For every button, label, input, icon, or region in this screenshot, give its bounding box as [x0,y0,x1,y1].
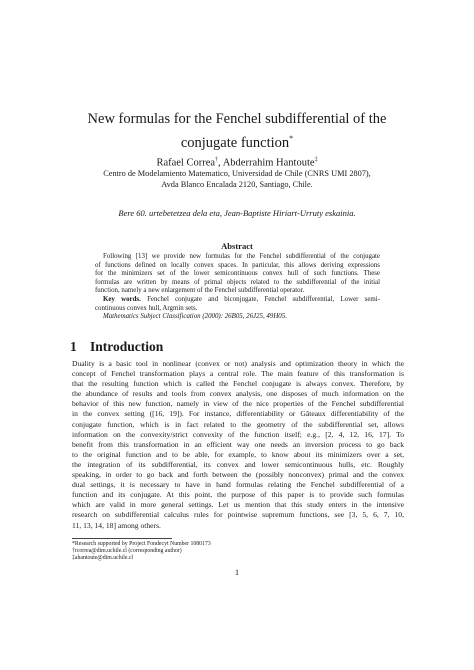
keywords-label: Key words. [103,295,141,303]
body-line: concept of Fenchel transformation plays a central role. The main feature of this transformation is [72,369,404,379]
body-line: conjugate function, which is in fact related to the geometry of the subdifferential set, allows [72,419,404,429]
footnotes [72,541,404,563]
footnote-author-1-email: †rcorrea@dim.uchile.cl (corresponding author) [72,548,182,555]
title-footnote-mark: * [289,134,294,143]
body-line: dual settings, it is necessary to have in hand formulas relating the Fenchel subdifferential of a [72,480,404,490]
title-line-1: New formulas for the Fenchel subdifferential of the [87,111,387,127]
footnote-author-2-email: ‡ahantoute@dim.uchile.cl [72,555,134,562]
body-line: to the original function and to be able, for example, to know about its minimizers over a set, [72,449,404,459]
body-line: that the resulting function which is called the Fenchel conjugate is always convex. Therefore, by [72,379,404,389]
title-line-2-text: conjugate function [180,134,290,151]
body-line: behavior of this new function, namely in view of the nice properties of the Fenchel subdifferential [72,399,404,409]
body-line: in the convex setting ([16, 19]). For instance, differentiability or Gâteaux differentiability of the [72,409,404,419]
keywords-line-2: continuous convex hull, Argmin sets. [95,304,198,312]
body-line: the integration of its subdifferential, its convex and lower semicontinuous hulls, etc. Roughly [72,459,404,469]
affiliation-line-1: Centro de Modelamiento Matematico, Universidad de Chile (CNRS UMI 2807), [103,169,371,178]
abstract-heading: Abstract [221,241,253,251]
body-line: research on subdifferential calculus rules for pointwise supremum functions, see [3, 5, 6, 7, 10, [72,510,404,520]
author-1: Rafael Correa [156,157,216,169]
author-1-mark: † [215,157,219,163]
body-line: information on the convexity/strict convexity of the function itself; e.g., [2, 4, 12, 16, 17]. To [72,429,404,439]
abstract-line: function, namely a new enlargement of the Fenchel subdifferential operator. [95,287,305,295]
affiliation-line-2: Avda Blanco Encalada 2120, Santiago, Chile. [161,180,313,189]
body-line: function and its conjugate. At this point, the purpose of this paper is to provide such formulas [72,490,404,500]
footnote-funding: *Research supported by Project Fondecyt Number 1080173 [72,541,211,547]
body-text [72,359,404,531]
author-2: Abderrahim Hantoute [222,157,315,169]
title-line-2 [70,129,404,153]
keywords-line-1 [95,296,380,305]
section-number: 1 [70,339,77,354]
body-line: which are valid in more general settings. Let us mention that this study enters in the intensive [72,500,404,510]
body-line: Duality is a basic tool in nonlinear (convex or not) analysis and optimization theory in which the [72,359,404,368]
body-line: benefit from this transformation in an efficient way one needs an inversion process to go back [72,439,404,449]
section-title: Introduction [90,339,164,354]
body-line: the abundance of results and tools from convex analysis, one disposes of much information on the [72,389,404,399]
abstract-body [95,253,380,322]
footnote-rule [72,538,172,539]
author-2-mark: ‡ [314,157,318,163]
affiliation [60,168,414,190]
abstract-line: for the minimizers set of the lower semicontinuous convex hull of such functions. These [95,270,380,278]
paper-title [70,110,404,153]
abstract-line: formulas are written by means of primal objects related to the subdifferential of the initial [95,278,380,286]
keywords-text: Fenchel conjugate and biconjugate, Fenchel subdifferential, Lower semi- [147,295,380,303]
abstract-line: Following [13] we provide new formulas for the Fenchel subdifferential of the conjugate [103,253,380,260]
abstract-line: of functions defined on locally convex spaces. In particular, this allows deriving expressions [95,261,380,269]
page-number: 1 [234,567,240,577]
author-separator: , [218,157,223,169]
dedication: Bere 60. urtebetetzea dela eta, Jean-Baptiste Hiriart-Urruty eskainia. [118,208,356,218]
body-line: speaking, in order to go back and forth between the (possibly nonconvex) primal and the convex [72,470,404,480]
msc-line: Mathematics Subject Classification (2000): 26B05, 26J25, 49H05. [103,313,287,321]
section-heading [70,339,163,355]
body-line: 11, 13, 14, 18] among others. [72,520,161,530]
